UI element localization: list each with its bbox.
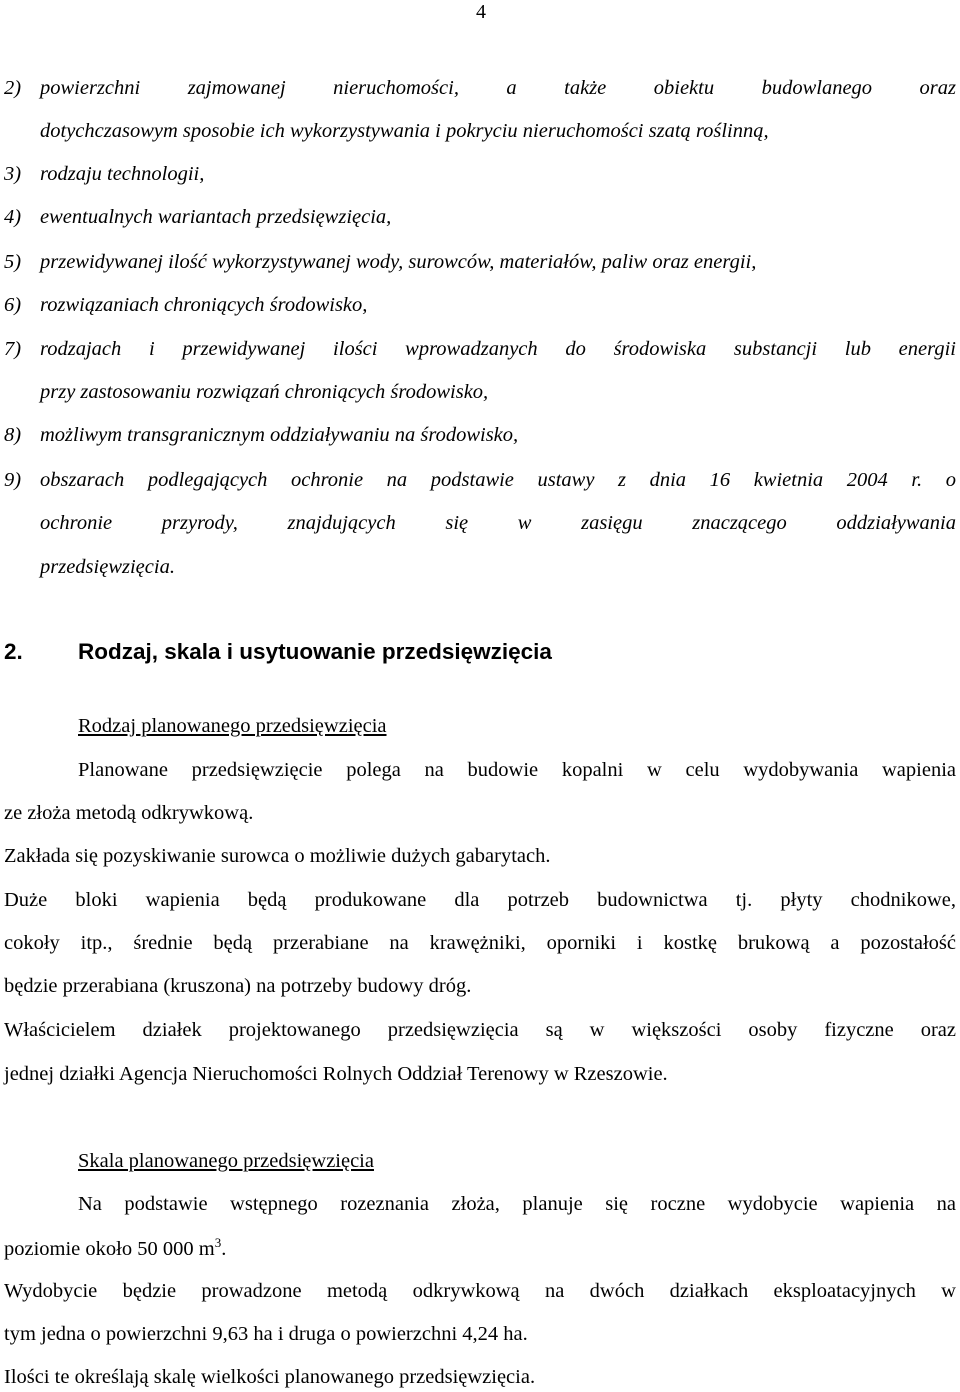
- paragraph-line: Planowane przedsięwzięcie polega na budowie kopalni w celu wydobywania wapienia: [78, 759, 956, 781]
- page-number: 4: [476, 1, 486, 23]
- list-item-number: 5): [4, 251, 22, 273]
- subheading-skala: Skala planowanego przedsięwzięcia: [78, 1150, 374, 1172]
- list-item-number: 9): [4, 469, 22, 491]
- list-item-text: możliwym transgranicznym oddziaływaniu na środowisko,: [40, 424, 519, 446]
- list-item-text: powierzchni zajmowanej nieruchomości, a także obiektu budowlanego oraz: [40, 77, 956, 99]
- list-item-text: rozwiązaniach chroniących środowisko,: [40, 294, 368, 316]
- superscript: 3: [214, 1235, 222, 1250]
- list-item-number: 7): [4, 338, 22, 360]
- paragraph-line: Na podstawie wstępnego rozeznania złoża, planuje się roczne wydobycie wapienia na: [78, 1193, 956, 1215]
- paragraph-line: Właścicielem działek projektowanego przedsięwzięcia są w większości osoby fizyczne oraz: [4, 1019, 956, 1041]
- list-item-number: 6): [4, 294, 22, 316]
- list-item-text: obszarach podlegających ochronie na podstawie ustawy z dnia 16 kwietnia 2004 r. o: [40, 469, 956, 491]
- paragraph-line: będzie przerabiana (kruszona) na potrzeby budowy dróg.: [4, 975, 472, 997]
- paragraph-line: Wydobycie będzie prowadzone metodą odkrywkową na dwóch działkach eksploatacyjnych w: [4, 1280, 956, 1302]
- list-item-text: ewentualnych wariantach przedsięwzięcia,: [40, 206, 392, 228]
- list-item-number: 8): [4, 424, 22, 446]
- paragraph-text: poziomie około 50 000 m: [4, 1238, 215, 1260]
- paragraph-text: .: [221, 1238, 227, 1260]
- paragraph-line: tym jedna o powierzchni 9,63 ha i druga o powierzchni 4,24 ha.: [4, 1323, 528, 1345]
- list-item-text: przewidywanej ilość wykorzystywanej wody, surowców, materiałów, paliw oraz energii,: [40, 251, 757, 273]
- paragraph-line: ze złoża metodą odkrywkową.: [4, 802, 254, 824]
- list-item-text: dotychczasowym sposobie ich wykorzystywania i pokryciu nieruchomości szatą roślinną,: [40, 120, 769, 142]
- list-item-number: 3): [4, 163, 22, 185]
- section-number: 2.: [4, 639, 23, 664]
- paragraph-line: Duże bloki wapienia będą produkowane dla potrzeb budownictwa tj. płyty chodnikowe,: [4, 889, 956, 911]
- subheading-rodzaj: Rodzaj planowanego przedsięwzięcia: [78, 715, 387, 737]
- paragraph-line: jednej działki Agencja Nieruchomości Rolnych Oddział Terenowy w Rzeszowie.: [4, 1063, 668, 1085]
- paragraph-line: cokoły itp., średnie będą przerabiane na krawężniki, oporniki i kostkę brukową a pozostałość: [4, 932, 956, 954]
- list-item-text: przy zastosowaniu rozwiązań chroniących środowisko,: [40, 381, 489, 403]
- paragraph-line: [4, 1235, 956, 1263]
- paragraph-line: Zakłada się pozyskiwanie surowca o możliwie dużych gabarytach.: [4, 845, 551, 867]
- section-title: Rodzaj, skala i usytuowanie przedsięwzięcia: [78, 639, 552, 664]
- list-item-text: rodzaju technologii,: [40, 163, 205, 185]
- list-item-text: ochronie przyrody, znajdujących się w zasięgu znaczącego oddziaływania: [40, 512, 956, 534]
- paragraph-line: Ilości te określają skalę wielkości planowanego przedsięwzięcia.: [4, 1366, 536, 1388]
- list-item-number: 2): [4, 77, 22, 99]
- list-item-text: przedsięwzięcia.: [40, 556, 175, 578]
- list-item-number: 4): [4, 206, 22, 228]
- list-item-text: rodzajach i przewidywanej ilości wprowadzanych do środowiska substancji lub energii: [40, 338, 956, 360]
